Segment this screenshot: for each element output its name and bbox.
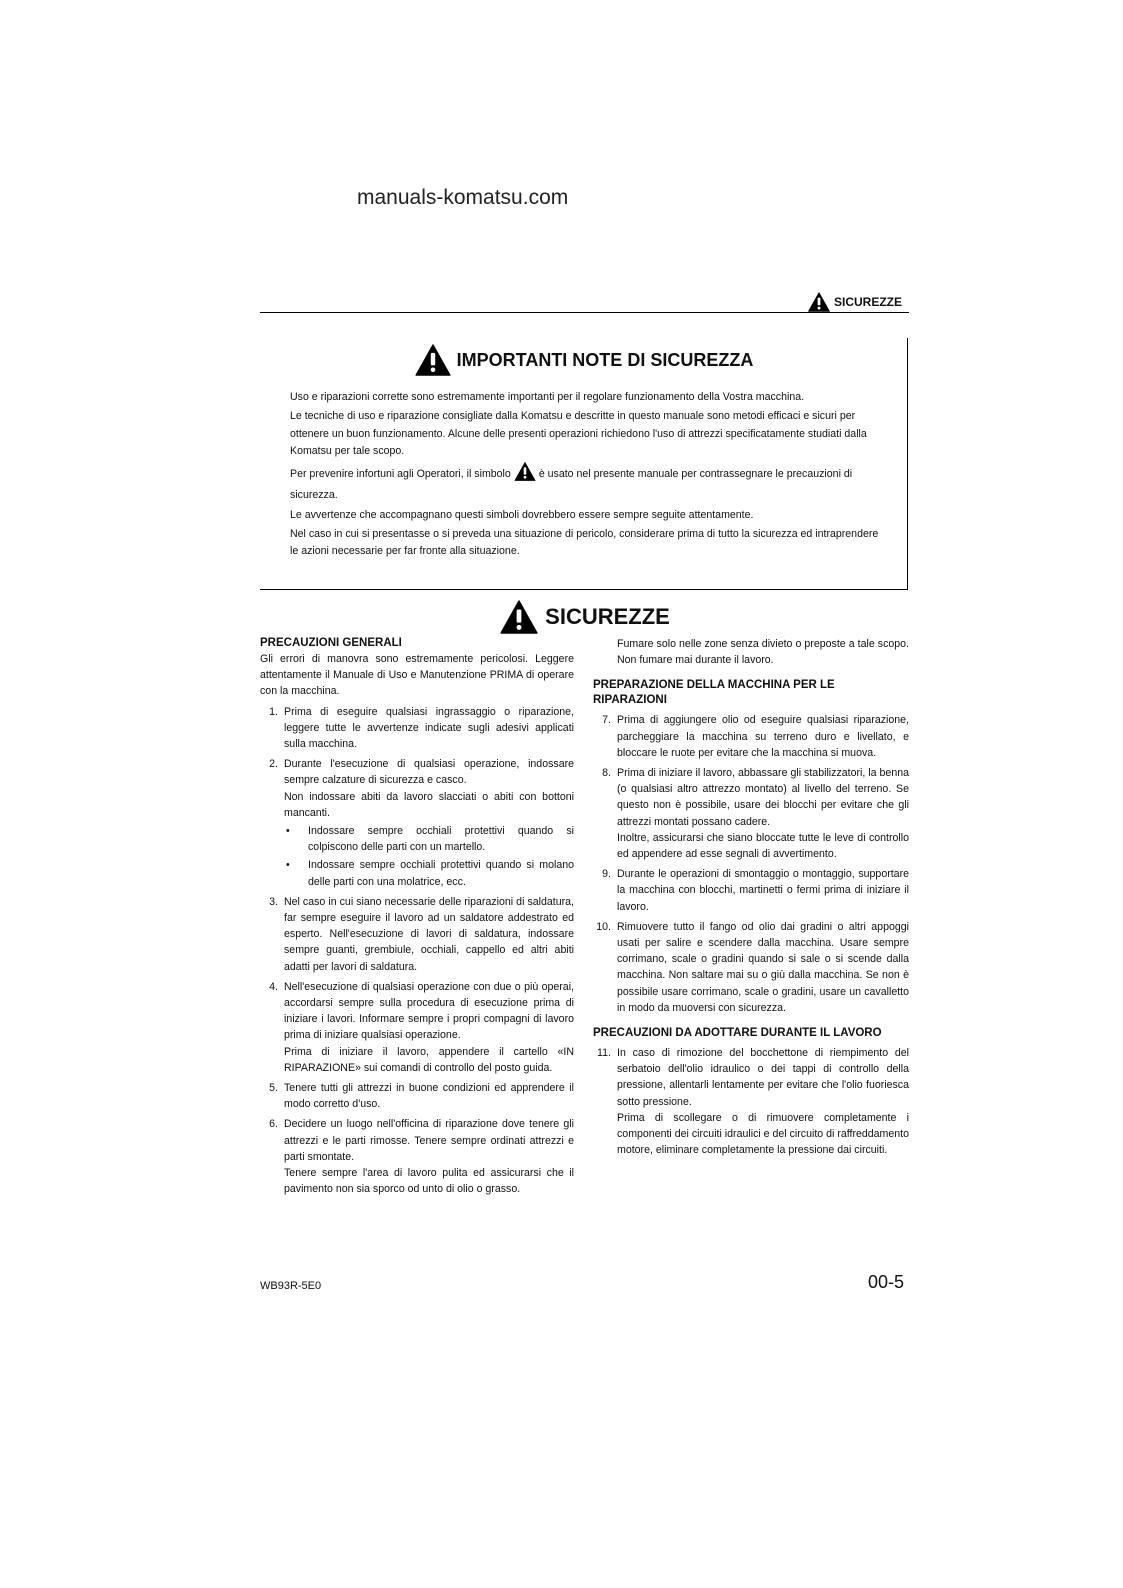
preparation-list [593, 712, 909, 1016]
list-item: 8. Prima di iniziare il lavoro, abbassare gli stabilizzatori, la benna (o qualsiasi altro attrezzo montato) al livello del terreno. Se questo non è possibile, usare dei blocchi per evitare che gli attrezzi montati possano cadere. Inoltre, assicurarsi che siano bloccate tutte le leve di controllo ed appendere ad esse segnali di avvertimento. [602, 767, 909, 861]
running-header [808, 292, 902, 312]
list-item: 2. Durante l'esecuzione di qualsiasi operazione, indossare sempre calzature di sicurezza e casco. Non indossare abiti da lavoro slacciati o abiti con bottoni mancanti. • Indossare sempre occhiali protettivi quando si colpiscono delle parti con un martello. • Indossare sempre occhiali protettivi quando si molano delle parti con una molatrice, ecc. [260, 756, 574, 890]
notes-paragraph [290, 462, 879, 505]
left-column [260, 636, 574, 1198]
warning-icon [415, 344, 451, 376]
list-item: 3. Nel caso in cui siano necessarie delle riparazioni di saldatura, far sempre eseguire il lavoro ad un saldatore addestrato ed esperto. Nell'esecuzione di lavori di saldatura, indossare sempre guanti, grembiule, occhiali, cappello ed altri abiti adatti per lavori di saldatura. [269, 895, 574, 973]
warning-icon [499, 600, 539, 634]
important-notes-text [290, 389, 879, 563]
watermark: manuals-komatsu.com [357, 186, 569, 209]
notes-text-part: è usato nel presente manuale per contrassegnare le precauzioni di sicurezza. [290, 468, 853, 502]
work-list [593, 1045, 909, 1158]
section-heading: PREPARAZIONE DELLA MACCHINA PER LE RIPARAZIONI [593, 679, 835, 707]
notes-paragraph: Le avvertenze che accompagnano questi simboli dovrebbero essere sempre seguite attentamente. [290, 508, 754, 521]
list-item: 11. In caso di rimozione del bocchettone di riempimento del serbatoio dell'olio idraulico o dei tappi di controllo della pressione, allentarli lentamente per evitare che l'olio fuoriesca sotto pressione. Prima di scollegare o di rimuovere completamente i componenti dei circuiti idraulici e del circuito di raffreddamento motore, eliminare completamente la pressione dai circuiti. [597, 1047, 909, 1157]
header-section: SICUREZZE [834, 295, 903, 309]
section-heading: PRECAUZIONI DA ADOTTARE DURANTE IL LAVORO [593, 1027, 882, 1040]
header-divider [260, 312, 909, 313]
continued-text: Fumare solo nelle zone senza divieto o preposte a tale scopo. Non fumare mai durante il lavoro. [617, 638, 909, 667]
list-item: 7. Prima di aggiungere olio od eseguire qualsiasi riparazione, parcheggiare la macchina su terreno duro e livellato, e bloccare le ruote per evitare che la macchina si muova. [602, 714, 909, 759]
right-column [593, 636, 909, 1158]
list-item: 10. Rimuovere tutto il fango od olio dai gradini o altri appoggi usati per salire e scendere dalla macchina. Usare sempre corrimano, scale o gradini quando si sale o si scende dalla macchina. Non saltare mai su o giù dalla macchina. Se non è possibile usare corrimano, scale o gradini, usare un cavalletto in modo da muoversi con sicurezza. [596, 920, 909, 1014]
important-notes-heading: IMPORTANTI NOTE DI SICUREZZA [456, 349, 754, 370]
list-item: 1. Prima di eseguire qualsiasi ingrassaggio o riparazione, leggere tutte le avvertenze indicate sugli adesivi applicati sulla macchina. [269, 705, 574, 751]
list-item: 6. Decidere un luogo nell'officina di riparazione dove tenere gli attrezzi e le parti rimosse. Tenere sempre ordinati attrezzi e parti smontate. Tenere sempre l'area di lavoro pulita ed assicurarsi che il pavimento non sia sporco od unto di olio o grasso. [269, 1118, 574, 1196]
notes-paragraph: Le tecniche di uso e riparazione consigliate dalla Komatsu e descritte in questo manuale sono metodi efficaci e sicuri per ottenere un buon funzionamento. Alcune delle presenti operazioni richiedono l'uso di attrezzi specificatamente studiati dalla Komatsu per tale scopo. [290, 410, 867, 457]
model-code: WB93R-5E0 [260, 1280, 322, 1292]
list-item: 4. Nell'esecuzione di qualsiasi operazione con due o più operai, accordarsi sempre sulla procedura di esecuzione prima di iniziare i lavori. Informare sempre i propri compagni di lavoro prima di iniziare qualsiasi operazione. Prima di iniziare il lavoro, appendere il cartello «IN RIPARAZIONE» sui comandi di controllo del posto guida. [269, 980, 574, 1074]
safety-title [260, 600, 909, 634]
section-heading: PRECAUZIONI GENERALI [260, 637, 402, 649]
notes-text-part: Per prevenire infortuni agli Operatori, il simbolo [290, 468, 511, 481]
precautions-list [260, 704, 574, 1198]
important-notes-title [260, 344, 908, 376]
notes-paragraph: Uso e riparazioni corrette sono estremamente importanti per il regolare funzionamento della Vostra macchina. [290, 391, 805, 403]
notes-paragraph: Nel caso in cui si presentasse o si preveda una situazione di pericolo, considerare prima di tutto la sicurezza ed intraprendere le azioni necessarie per far fronte alla situazione. [290, 528, 879, 558]
warning-icon [514, 462, 536, 487]
warning-icon [808, 292, 830, 312]
list-item: 9. Durante le operazioni di smontaggio o montaggio, supportare la macchina con blocchi, martinetti o fermi prima di iniziare il lavoro. [602, 868, 909, 913]
bullet-item: • Indossare sempre occhiali protettivi quando si colpiscono delle parti con un martello. [286, 825, 574, 854]
safety-heading: SICUREZZE [545, 604, 670, 629]
list-item: 5. Tenere tutti gli attrezzi in buone condizioni ed apprendere il modo corretto d'uso. [269, 1082, 574, 1111]
intro-paragraph: Gli errori di manovra sono estremamente pericolosi. Leggere attentamente il Manuale di Uso e Manutenzione PRIMA di operare con la macchina. [260, 653, 574, 698]
page-number: 00-5 [868, 1272, 905, 1292]
bullet-item: • Indossare sempre occhiali protettivi quando si molano delle parti con una molatrice, ecc. [286, 859, 574, 888]
